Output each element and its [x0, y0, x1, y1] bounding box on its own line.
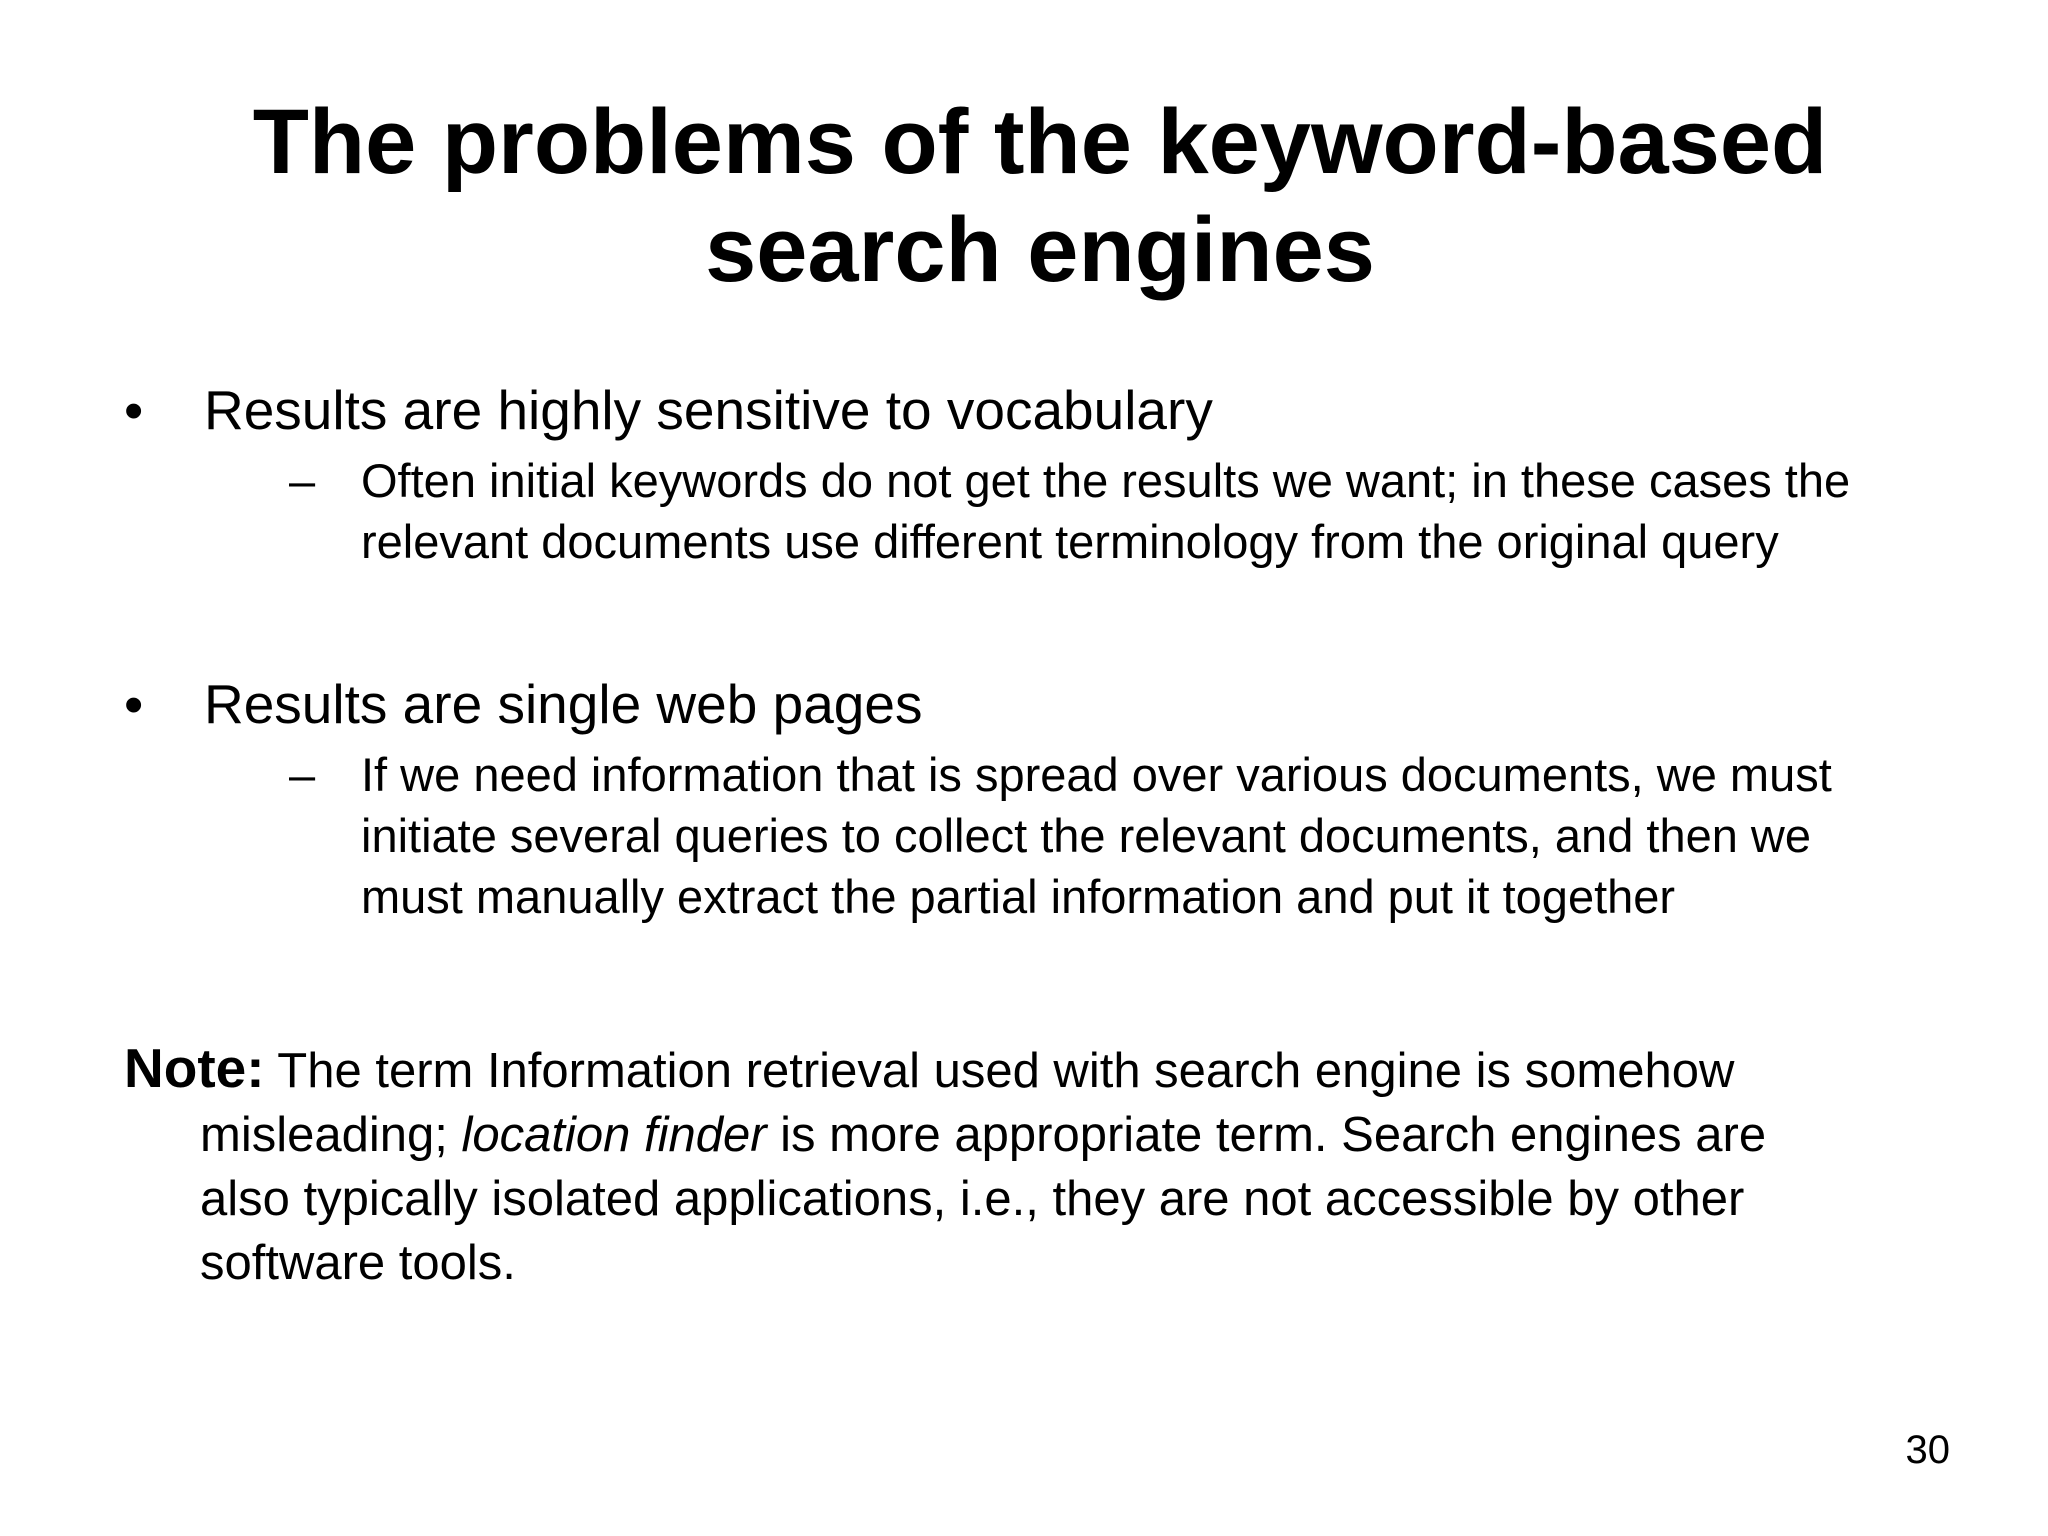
- note-emphasis: location finder: [461, 1108, 767, 1162]
- sub-bullet-line: If we need information that is spread over various documents, we must: [361, 748, 1832, 801]
- note-line-1: [124, 1036, 1954, 1103]
- bullet-text: Results are highly sensitive to vocabulary: [204, 379, 1213, 441]
- note-text: is more appropriate term. Search engines are: [766, 1108, 1767, 1162]
- dash-icon: –: [289, 748, 316, 801]
- slide-title: [180, 88, 1900, 304]
- note-line-3: also typically isolated applications, i.e., they are not accessible by other: [200, 1172, 1745, 1226]
- note-text: The term Information retrieval used with search engine is somehow: [277, 1044, 1735, 1098]
- dash-icon: –: [289, 454, 316, 507]
- note-line-2: [124, 1103, 1954, 1167]
- note-text: misleading;: [200, 1108, 462, 1162]
- sub-bullet-line: initiate several queries to collect the relevant documents, and then we: [361, 809, 1812, 862]
- sub-bullet: [289, 450, 1974, 572]
- note-line-4: software tools.: [200, 1236, 516, 1290]
- bullet-item-single-pages: [124, 672, 1974, 927]
- note-paragraph: [124, 1036, 1954, 1295]
- title-line-2: search engines: [705, 199, 1375, 301]
- bullet-item-vocabulary: [124, 378, 1974, 572]
- title-line-1: The problems of the keyword-based: [252, 91, 1828, 193]
- bullet-icon: •: [124, 379, 144, 441]
- sub-bullet-line: relevant documents use different terminology from the original query: [361, 515, 1779, 568]
- sub-bullet: [289, 744, 1974, 927]
- bullet-main: [124, 378, 1974, 442]
- bullet-main: [124, 672, 1974, 736]
- page-number: 30: [1905, 1428, 1950, 1472]
- sub-bullet-line: Often initial keywords do not get the results we want; in these cases the: [361, 454, 1851, 507]
- sub-bullet-line: must manually extract the partial information and put it together: [361, 870, 1676, 923]
- note-label: Note:: [124, 1037, 265, 1099]
- bullet-icon: •: [124, 673, 144, 735]
- bullet-text: Results are single web pages: [204, 673, 923, 735]
